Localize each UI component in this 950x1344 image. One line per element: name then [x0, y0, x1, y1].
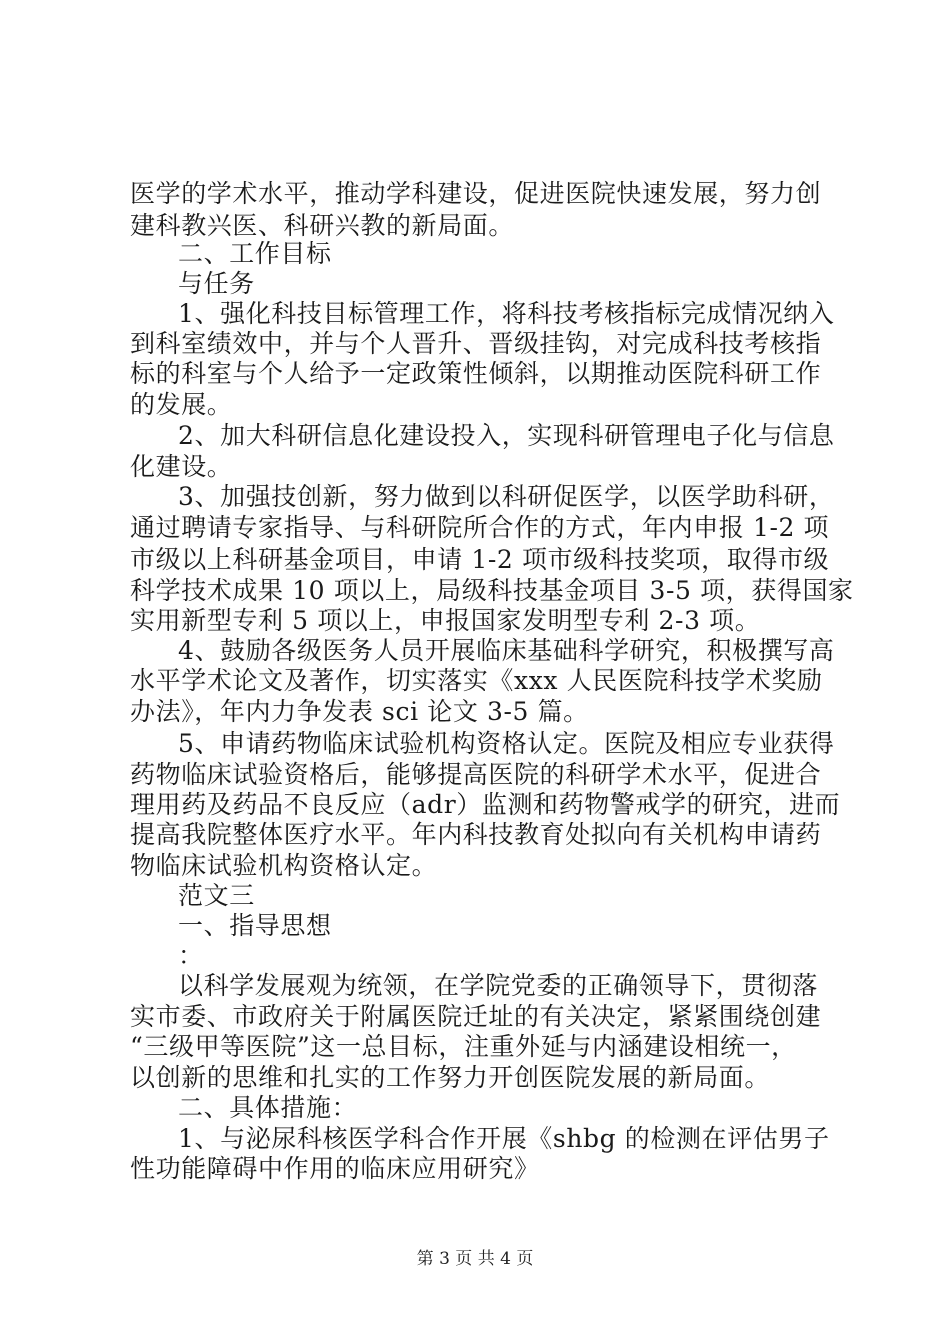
text-line: 以创新的思维和扎实的工作努力开创医院发展的新局面。: [130, 1063, 771, 1092]
text-line: 实用新型专利 5 项以上，申报国家发明型专利 2-3 项。: [130, 606, 761, 635]
text-line: 水平学术论文及著作，切实落实《xxx 人民医院科技学术奖励: [130, 666, 823, 695]
section-heading: 二、工作目标: [178, 239, 332, 268]
text-line: 科学技术成果 10 项以上，局级科技基金项目 3-5 项，获得国家: [130, 576, 854, 605]
section-heading: 一、指导思想: [178, 911, 332, 940]
text-line: 药物临床试验资格后，能够提高医院的科研学术水平，促进合: [130, 760, 822, 789]
text-line: 1、强化科技目标管理工作，将科技考核指标完成情况纳入: [178, 299, 835, 328]
section-heading: 二、具体措施：: [178, 1093, 358, 1122]
text-line: ：: [178, 941, 204, 970]
page-number-footer: 第 3 页 共 4 页: [416, 1249, 534, 1269]
text-line: 医学的学术水平，推动学科建设，促进医院快速发展，努力创: [130, 179, 822, 208]
text-line: 2、加大科研信息化建设投入，实现科研管理电子化与信息: [178, 421, 835, 450]
text-line: 5、申请药物临床试验机构资格认定。医院及相应专业获得: [178, 729, 835, 758]
text-line: 理用药及药品不良反应（adr）监测和药物警戒学的研究，进而: [130, 790, 841, 819]
text-line: 实市委、市政府关于附属医院迁址的有关决定，紧紧围绕创建: [130, 1002, 822, 1031]
text-line: 3、加强技创新，努力做到以科研促医学，以医学助科研，: [178, 482, 835, 511]
text-line: 标的科室与个人给予一定政策性倾斜，以期推动医院科研工作: [130, 359, 822, 388]
text-line: 化建设。: [130, 452, 233, 481]
text-line: 建科教兴医、科研兴教的新局面。: [130, 211, 515, 240]
text-line: 以科学发展观为统领，在学院党委的正确领导下，贯彻落: [178, 971, 819, 1000]
text-line: “三级甲等医院”这一总目标，注重外延与内涵建设相统一，: [130, 1032, 797, 1061]
text-line: 办法》，年内力争发表 sci 论文 3-5 篇。: [130, 697, 589, 726]
text-line: 通过聘请专家指导、与科研院所合作的方式，年内申报 1-2 项: [130, 513, 830, 542]
section-heading: 范文三: [178, 881, 255, 910]
text-line: 到科室绩效中，并与个人晋升、晋级挂钩，对完成科技考核指: [130, 329, 822, 358]
text-line: 1、与泌尿科核医学科合作开展《shbg 的检测在评估男子: [178, 1124, 830, 1153]
text-line: 性功能障碍中作用的临床应用研究》: [130, 1154, 540, 1183]
text-line: 市级以上科研基金项目，申请 1-2 项市级科技奖项，取得市级: [130, 545, 830, 574]
text-line: 提高我院整体医疗水平。年内科技教育处拟向有关机构申请药: [130, 820, 822, 849]
text-line: 物临床试验机构资格认定。: [130, 851, 438, 880]
text-line: 的发展。: [130, 390, 233, 419]
section-heading: 与任务: [178, 269, 255, 298]
text-line: 4、鼓励各级医务人员开展临床基础科学研究，积极撰写高: [178, 636, 835, 665]
